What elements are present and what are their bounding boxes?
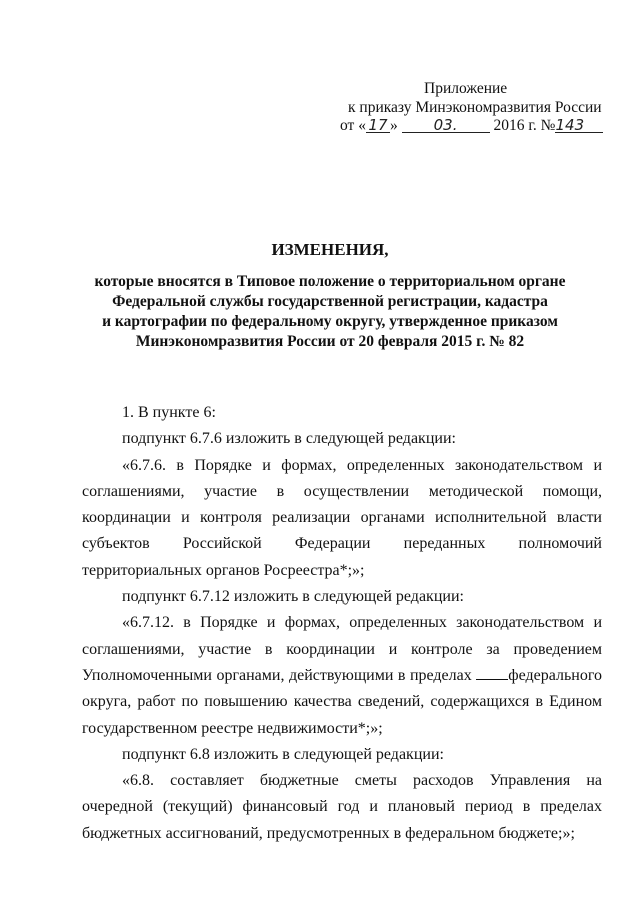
subtitle-line: и картографии по федеральному округу, утвержденное приказом [102,313,558,330]
date-mid: » [389,117,398,134]
date-year: 2016 г. № [493,117,556,134]
handwritten-month: 03. [402,118,490,133]
paragraph-subpoint-6-7-12-intro: подпункт 6.7.12 изложить в следующей редакции: [122,588,464,606]
subtitle-line: Федеральной службы государственной регистрации, кадастра [112,293,548,310]
paragraph-subpoint-6-7-12-text [82,610,602,741]
title-subtitle [60,272,600,352]
appendix-label: Приложение [424,80,508,97]
date-prefix: от « [340,117,366,134]
document-title [60,240,600,352]
order-date-line [340,117,610,136]
paragraph-text-part: федерального округа, работ по повышению качества сведений, содержащихся в Едином государственном реестре недвижимости*;»; [82,666,602,737]
paragraph-subpoint-6-7-6-intro: подпункт 6.7.6 изложить в следующей редакции: [122,430,456,448]
paragraph-subpoint-6-7-6-text: «6.7.6. в Порядке и формах, определенных законодательством и соглашениями, участие в осуществлении методической помощи, координации и контроля реализации органами исполнительной власти субъектов Российской Федерации переданных полномочий территориальных органов Росреестра*;»; [82,456,602,579]
paragraph-subpoint-6-8-intro: подпункт 6.8 изложить в следующей редакции: [122,745,444,763]
handwritten-day: 17 [366,118,390,133]
paragraph-text-part: «6.7.12. в Порядке и формах, определенных законодательством и соглашениями, участие в координации и контроле за проведением Уполномоченными органами, действующими в пределах [82,614,602,684]
title-heading: ИЗМЕНЕНИЯ, [271,240,389,259]
subtitle-line: которые вносятся в Типовое положение о территориальном органе [94,273,566,290]
appendix-header [340,80,610,136]
blank-field [476,667,508,680]
handwritten-order-number: 143 [555,118,603,133]
order-reference: к приказу Минэкономразвития России [348,98,602,116]
paragraph-point-6: 1. В пункте 6: [122,404,216,421]
document-body [82,400,602,847]
subtitle-line: Минэкономразвития России от 20 февраля 2015 г. № 82 [135,333,525,350]
paragraph-subpoint-6-8-text: «6.8. составляет бюджетные сметы расходов Управления на очередной (текущий) финансовый год и плановый период в пределах бюджетных ассигнований, предусмотренных в федеральном бюджете;»; [82,772,602,842]
